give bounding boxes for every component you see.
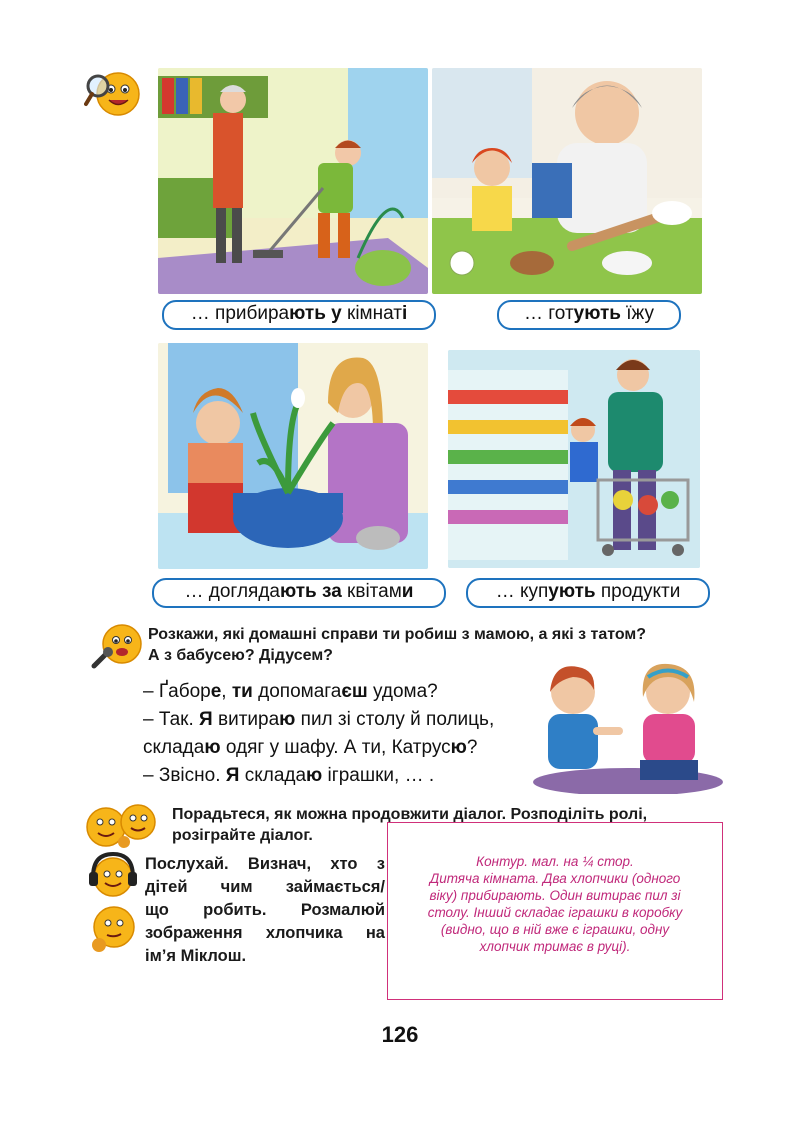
note-line: хлопчик тримає в руці). — [479, 939, 631, 954]
task-listen-line2: дітей чим займається/ — [145, 878, 385, 896]
dialogue-text: витира — [212, 709, 280, 730]
illustration-placeholder-note — [396, 853, 714, 955]
note-line: столу. Інший складає іграшки в коробку — [427, 905, 683, 920]
caption-cooking-post: їжу — [620, 303, 654, 324]
dialogue-line-1 — [143, 678, 523, 706]
caption-cleaning — [162, 300, 436, 330]
dialogue — [143, 678, 523, 790]
dialogue-text: ? — [466, 737, 478, 758]
task-listen — [145, 853, 385, 968]
illustration-cleaning — [158, 68, 428, 294]
task-listen-line4: зображення хлопчика на — [145, 924, 385, 942]
dialogue-text: склада — [239, 765, 307, 786]
dialogue-text: пил зі столу й полиць, — [295, 709, 495, 730]
caption-watering-pre: … догляда — [184, 581, 280, 602]
caption-cooking — [497, 300, 681, 330]
dialogue-text: , — [221, 681, 232, 702]
microphone-smiley-icon — [88, 622, 144, 672]
dialogue-text: – Звісно. — [143, 765, 226, 786]
caption-cooking-pre: … гот — [524, 303, 574, 324]
illustration-children-talking — [528, 652, 724, 794]
caption-watering-ending: ють за — [279, 581, 342, 602]
dialogue-bold: єш — [341, 681, 368, 702]
illustration-placeholder-box — [387, 822, 723, 1000]
illustration-cooking — [432, 68, 702, 294]
dialogue-bold: ю — [279, 709, 296, 730]
task-tell-line1: Розкажи, які домашні справи ти робиш з мамою, а які з татом? — [148, 626, 647, 643]
task-listen-line5: ім’я Міклош. — [145, 947, 247, 965]
dialogue-text: іграшки, … . — [322, 765, 435, 786]
thinking-smiley-icon — [87, 903, 139, 955]
dialogue-bold: ю — [204, 737, 221, 758]
headphones-smiley-icon — [87, 850, 139, 900]
dialogue-bold: Я — [225, 765, 240, 786]
note-line: Контур. мал. на ¼ стор. — [476, 854, 634, 869]
dialogue-bold: Я — [199, 709, 213, 730]
caption-cleaning-ending2: і — [401, 303, 408, 324]
task-roleplay-line1: Порадьтеся, як можна продовжити діалог. Розподіліть ролі, — [172, 806, 648, 823]
dialogue-text: – Так. — [143, 709, 200, 730]
caption-shopping-ending: ують — [548, 581, 596, 602]
note-line: віку) прибирають. Один витирає пил зі — [429, 888, 681, 903]
dialogue-bold: ти — [231, 681, 253, 702]
dialogue-text: одяг у шафу. А ти, Катрус — [220, 737, 451, 758]
caption-cleaning-pre: … прибира — [190, 303, 290, 324]
magnifier-smiley-icon — [84, 68, 142, 120]
dialogue-line-4 — [143, 762, 523, 790]
dialogue-text: допомага — [252, 681, 342, 702]
caption-cooking-ending: ують — [573, 303, 621, 324]
discussing-smileys-icon — [84, 800, 160, 850]
task-listen-line1: Послухай. Визнач, хто з — [145, 855, 385, 873]
caption-watering-ending2: и — [401, 581, 414, 602]
note-line: Дитяча кімната. Два хлопчики (одного — [429, 871, 681, 886]
task-listen-line3: що робить. Розмалюй — [145, 901, 385, 919]
caption-watering-mid: квітам — [341, 581, 402, 602]
dialogue-text: склада — [143, 737, 205, 758]
dialogue-text: удома? — [367, 681, 438, 702]
dialogue-bold: ю — [306, 765, 323, 786]
caption-cleaning-ending: ють у — [289, 303, 342, 324]
note-line: (видно, що в ній вже є іграшки, одну — [440, 922, 670, 937]
dialogue-line-2 — [143, 706, 523, 734]
illustration-shopping — [448, 350, 700, 568]
task-tell-line2: А з бабусею? Дідусем? — [148, 647, 333, 664]
page-number: 126 — [381, 1022, 419, 1047]
dialogue-bold: ю — [450, 737, 467, 758]
dialogue-bold: е — [210, 681, 222, 702]
task-roleplay-line2: розіграйте діалог. — [172, 827, 313, 844]
caption-shopping-post: продукти — [595, 581, 681, 602]
dialogue-line-3 — [143, 734, 523, 762]
caption-watering — [152, 578, 446, 608]
caption-shopping-pre: … куп — [495, 581, 549, 602]
caption-shopping — [466, 578, 710, 608]
dialogue-text: – Ґабор — [143, 681, 211, 702]
caption-cleaning-mid: кімнат — [341, 303, 402, 324]
illustration-watering — [158, 343, 428, 569]
